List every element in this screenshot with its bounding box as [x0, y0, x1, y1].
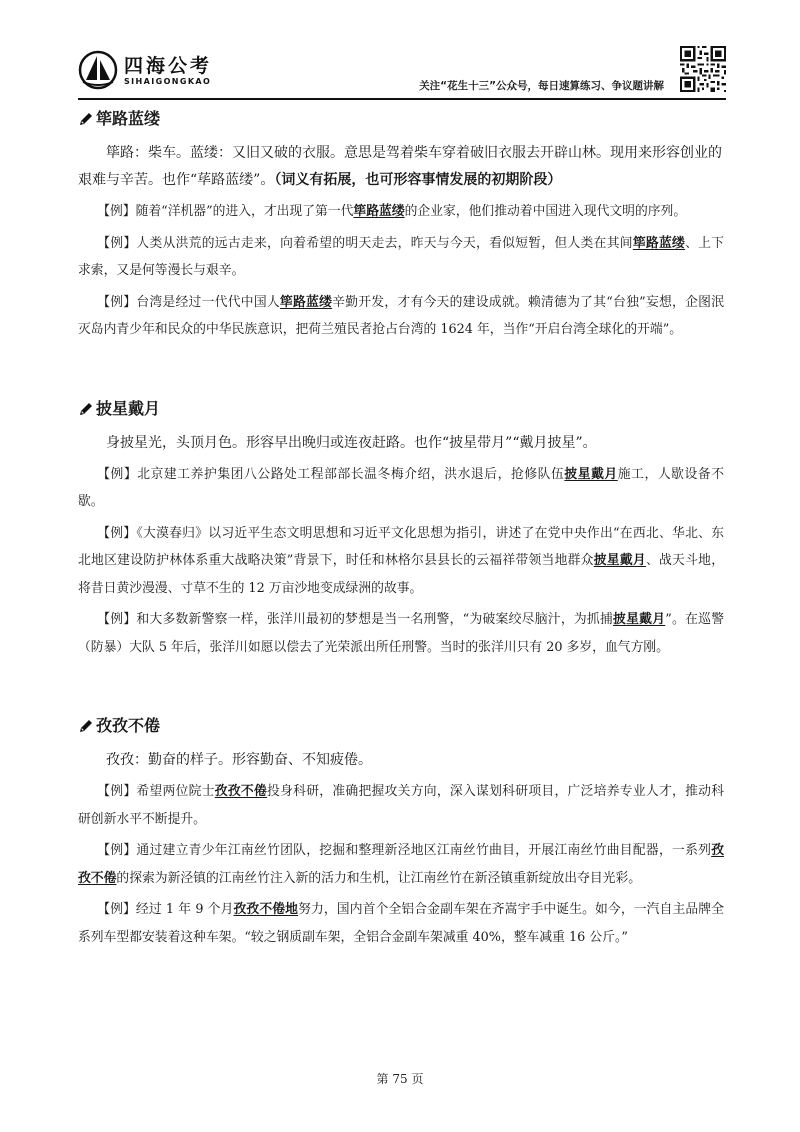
definition-text: 身披星光，头顶月色。形容早出晚归或连夜赶路。也作“披星带月”“戴月披星”。	[106, 434, 597, 451]
example-keyword: 披星戴月	[564, 466, 618, 482]
entry-title	[78, 396, 724, 422]
header-divider	[78, 98, 726, 100]
example-keyword: 筚路蓝缕	[279, 294, 333, 310]
example-text: ”。在巡警（防暴）大队 5 年后，张洋川如愿以偿去了光荣派出所任刑警。当时的张洋川只有 20 多岁，血气方刚。	[78, 612, 725, 655]
example-sentence	[78, 289, 724, 344]
example-keyword: 孜孜不倦地	[233, 902, 299, 917]
definition-text: 孜孜：勤奋的样子。形容勤奋、不知疲倦。	[106, 752, 372, 768]
entry-title-text: 筚路蓝缕	[96, 109, 161, 128]
page-number	[0, 1070, 800, 1087]
example-keyword: 筚路蓝缕	[353, 204, 405, 219]
example-text: 努力，国内首个全铝合金副车架在齐嵩宇手中诞生。如今，一汽自主品牌全系列车型都安装着这种车架。“较之钢质副车架，全铝合金副车架减重 40%，整车减重 16 公斤。”	[78, 902, 725, 945]
logo-english-name: SIHAIGONGKAO	[124, 76, 212, 86]
pencil-icon	[78, 401, 94, 417]
example-sentence	[78, 198, 724, 226]
example-text: 施工，人歇设备不歇。	[78, 466, 725, 509]
idiom-entry-1	[78, 106, 725, 344]
brand-logo	[78, 50, 212, 90]
qr-code-icon	[680, 46, 726, 92]
example-text: 【例】随着“洋机器”的进入，才出现了第一代	[97, 204, 354, 219]
idiom-entry-2	[78, 396, 725, 662]
definition-text: 筚路：柴车。蓝缕：又旧又破的衣服。意思是驾着柴车穿着破旧衣服去开辟山林。现用来形容创业的艰难与辛苦。也作“荜路蓝缕”。	[78, 145, 722, 188]
example-sentence	[78, 778, 724, 833]
example-sentence	[78, 896, 724, 951]
example-keyword: 孜孜不倦	[214, 784, 268, 799]
example-sentence	[78, 520, 724, 603]
example-text: 、战天斗地，将昔日黄沙漫漫、寸草不生的 12 万亩沙地变成绿洲的故事。	[78, 553, 725, 596]
entry-title-text: 披星戴月	[96, 398, 161, 418]
page-number-prefix: 第	[376, 1072, 389, 1086]
logo-chinese-name: 四海公考	[124, 54, 213, 77]
example-text: 的探索为新泾镇的江南丝竹注入新的活力和生机，让江南丝竹在新泾镇重新绽放出夺目光彩。	[116, 870, 642, 886]
idiom-entry-3	[78, 713, 725, 951]
pencil-icon	[78, 718, 94, 734]
example-sentence	[78, 837, 724, 892]
example-text: 【例】通过建立青少年江南丝竹团队，挖掘和整理新泾地区江南丝竹曲目，开展江南丝竹曲目配器，一系列	[97, 843, 712, 858]
example-text: 的企业家，他们推动着中国进入现代文明的序列。	[404, 204, 687, 219]
example-text: 【例】和大多数新警察一样，张洋川最初的梦想是当一名刑警，“为破案绞尽脑汁，为抓捕	[97, 612, 614, 627]
page-header	[78, 38, 726, 103]
example-text: 【例】《大漠春归》以习近平生态文明思想和习近平文化思想为指引，讲述了在党中央作出“在西北、华北、东北地区建设防护林体系重大战略决策”背景下，时任和林格尔县县长的云福祥带领当地群众	[78, 525, 724, 568]
example-text: 【例】北京建工养护集团八公路处工程部部长温冬梅介绍，洪水退后，抢修队伍	[97, 466, 565, 482]
example-text: 【例】希望两位院士	[97, 784, 215, 799]
idiom-entries	[78, 106, 725, 955]
entry-definition	[78, 747, 724, 774]
header-promo-text: 关注“花生十三”公众号，每日速算练习、争议题讲解	[419, 80, 664, 92]
entry-definition	[78, 430, 724, 457]
sailboat-logo-icon	[78, 50, 118, 90]
page-number-suffix: 页	[411, 1072, 424, 1086]
example-text: 【例】人类从洪荒的远古走来，向着希望的明天走去，昨天与今天，看似短暂，但人类在其间	[97, 235, 633, 251]
example-keyword: 披星戴月	[613, 612, 666, 627]
example-text: 【例】经过 1 年 9 个月	[97, 902, 234, 917]
example-keyword: 孜孜不倦	[78, 843, 724, 886]
example-text: 辛勤开发，才有今天的建设成就。赖清德为了其“台独”妄想，企图泯灭岛内青少年和民众的中华民族意识，把荷兰殖民者抢占台湾的 1624 年，当作“开启台湾全球化的开端”。	[78, 294, 725, 337]
example-sentence	[78, 230, 724, 285]
example-sentence	[78, 606, 724, 661]
example-text: 、上下求索，又是何等漫长与艰辛。	[78, 235, 725, 278]
example-sentence	[78, 461, 724, 516]
example-text: 投身科研，准确把握攻关方向，深入谋划科研项目，广泛培养专业人才，推动科研创新水平不断提升。	[78, 784, 725, 827]
entry-title-text: 孜孜不倦	[96, 716, 161, 735]
entry-definition	[78, 140, 724, 194]
example-keyword: 筚路蓝缕	[632, 235, 686, 251]
definition-note: （词义有拓展，也可形容事情发展的初期阶段）	[274, 172, 562, 188]
page-number-value: 75	[392, 1072, 408, 1086]
entry-title	[78, 713, 724, 739]
example-keyword: 披星戴月	[593, 553, 646, 568]
pencil-icon	[78, 111, 94, 127]
entry-title	[78, 106, 724, 132]
example-text: 【例】台湾是经过一代代中国人	[97, 294, 280, 310]
